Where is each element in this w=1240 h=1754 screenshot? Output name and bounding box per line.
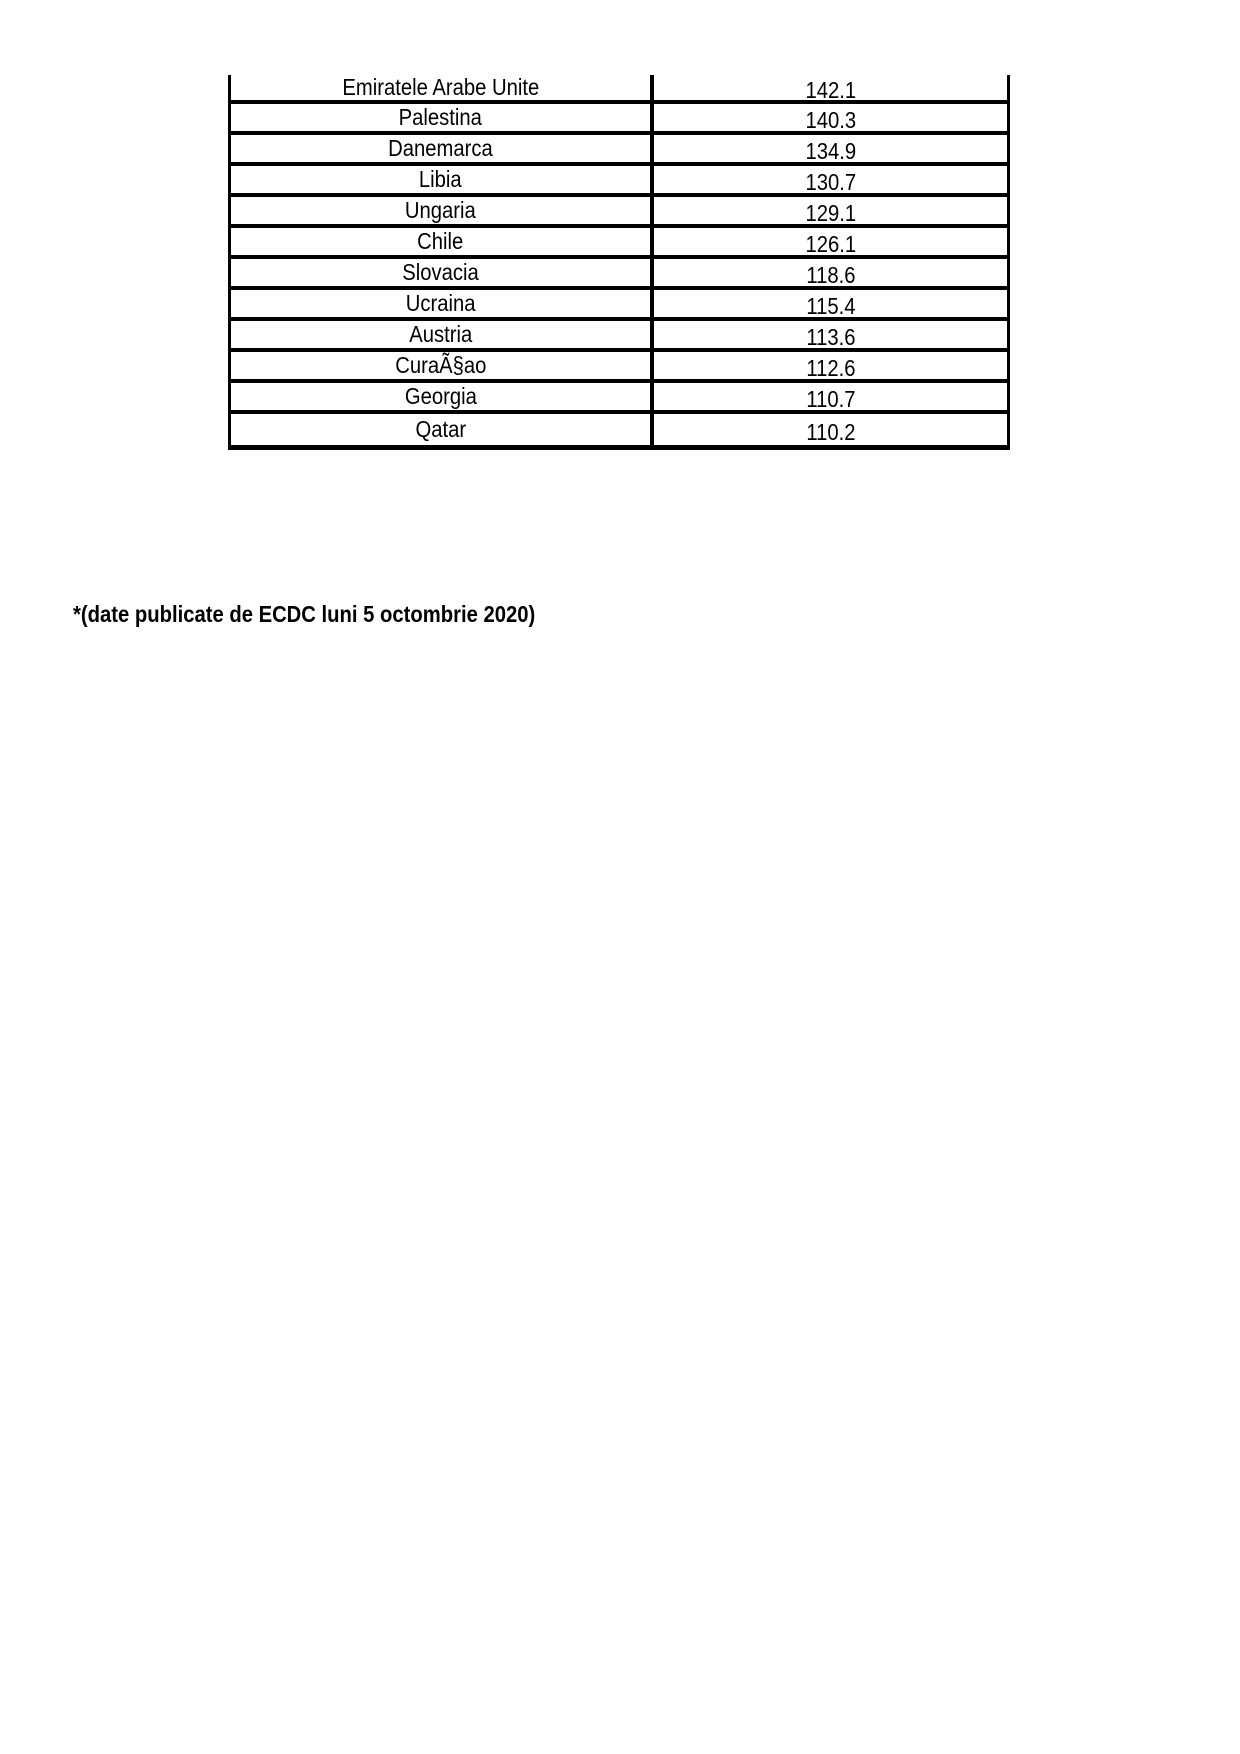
value-label: 129.1 — [805, 200, 856, 224]
value-label: 112.6 — [805, 355, 856, 379]
table-row — [231, 135, 1007, 166]
country-label: Slovacia — [402, 259, 479, 285]
value-cell — [654, 290, 1007, 317]
value-cell — [654, 414, 1007, 445]
value-label: 126.1 — [805, 231, 856, 255]
table-row — [231, 414, 1007, 445]
country-label: Ucraina — [405, 290, 476, 316]
value-label: 118.6 — [805, 262, 856, 286]
value-cell — [654, 383, 1007, 410]
country-label: CuraÃ§ao — [394, 352, 487, 378]
country-cell — [231, 290, 654, 317]
table-row — [231, 383, 1007, 414]
country-cell — [231, 414, 654, 445]
value-label: 130.7 — [805, 169, 856, 193]
value-cell — [654, 166, 1007, 193]
country-label: Emiratele Arabe Unite — [342, 75, 539, 100]
value-cell — [654, 228, 1007, 255]
value-label: 113.6 — [805, 324, 856, 348]
table-row — [231, 290, 1007, 321]
value-cell — [654, 321, 1007, 348]
country-label: Chile — [417, 228, 464, 254]
table-row — [231, 259, 1007, 290]
value-label: 142.1 — [805, 77, 856, 100]
value-cell — [654, 104, 1007, 131]
table-row — [231, 197, 1007, 228]
country-label: Austria — [408, 321, 473, 347]
country-cell — [231, 321, 654, 348]
table-row — [231, 321, 1007, 352]
countries-table — [228, 75, 1010, 450]
value-label: 140.3 — [805, 107, 856, 131]
country-cell — [231, 104, 654, 131]
value-label: 110.2 — [805, 419, 856, 445]
table-row — [231, 228, 1007, 259]
country-label: Danemarca — [388, 135, 493, 161]
table-row — [231, 352, 1007, 383]
value-cell — [654, 197, 1007, 224]
country-cell — [231, 75, 654, 100]
value-cell — [654, 135, 1007, 162]
value-cell — [654, 75, 1007, 100]
country-label: Qatar — [415, 416, 466, 442]
footnote: *(date publicate de ECDC luni 5 octombrie 2020) — [73, 601, 536, 627]
value-label: 134.9 — [805, 138, 856, 162]
country-label: Ungaria — [405, 197, 476, 223]
country-cell — [231, 197, 654, 224]
value-cell — [654, 352, 1007, 379]
table-row — [231, 75, 1007, 104]
table-row — [231, 104, 1007, 135]
country-label: Libia — [419, 166, 462, 192]
country-cell — [231, 352, 654, 379]
country-cell — [231, 259, 654, 286]
value-cell — [654, 259, 1007, 286]
table-row — [231, 166, 1007, 197]
country-cell — [231, 383, 654, 410]
country-cell — [231, 228, 654, 255]
value-label: 115.4 — [805, 293, 856, 317]
value-label: 110.7 — [805, 386, 856, 410]
country-cell — [231, 135, 654, 162]
country-label: Georgia — [404, 383, 477, 409]
country-label: Palestina — [398, 104, 483, 130]
country-cell — [231, 166, 654, 193]
